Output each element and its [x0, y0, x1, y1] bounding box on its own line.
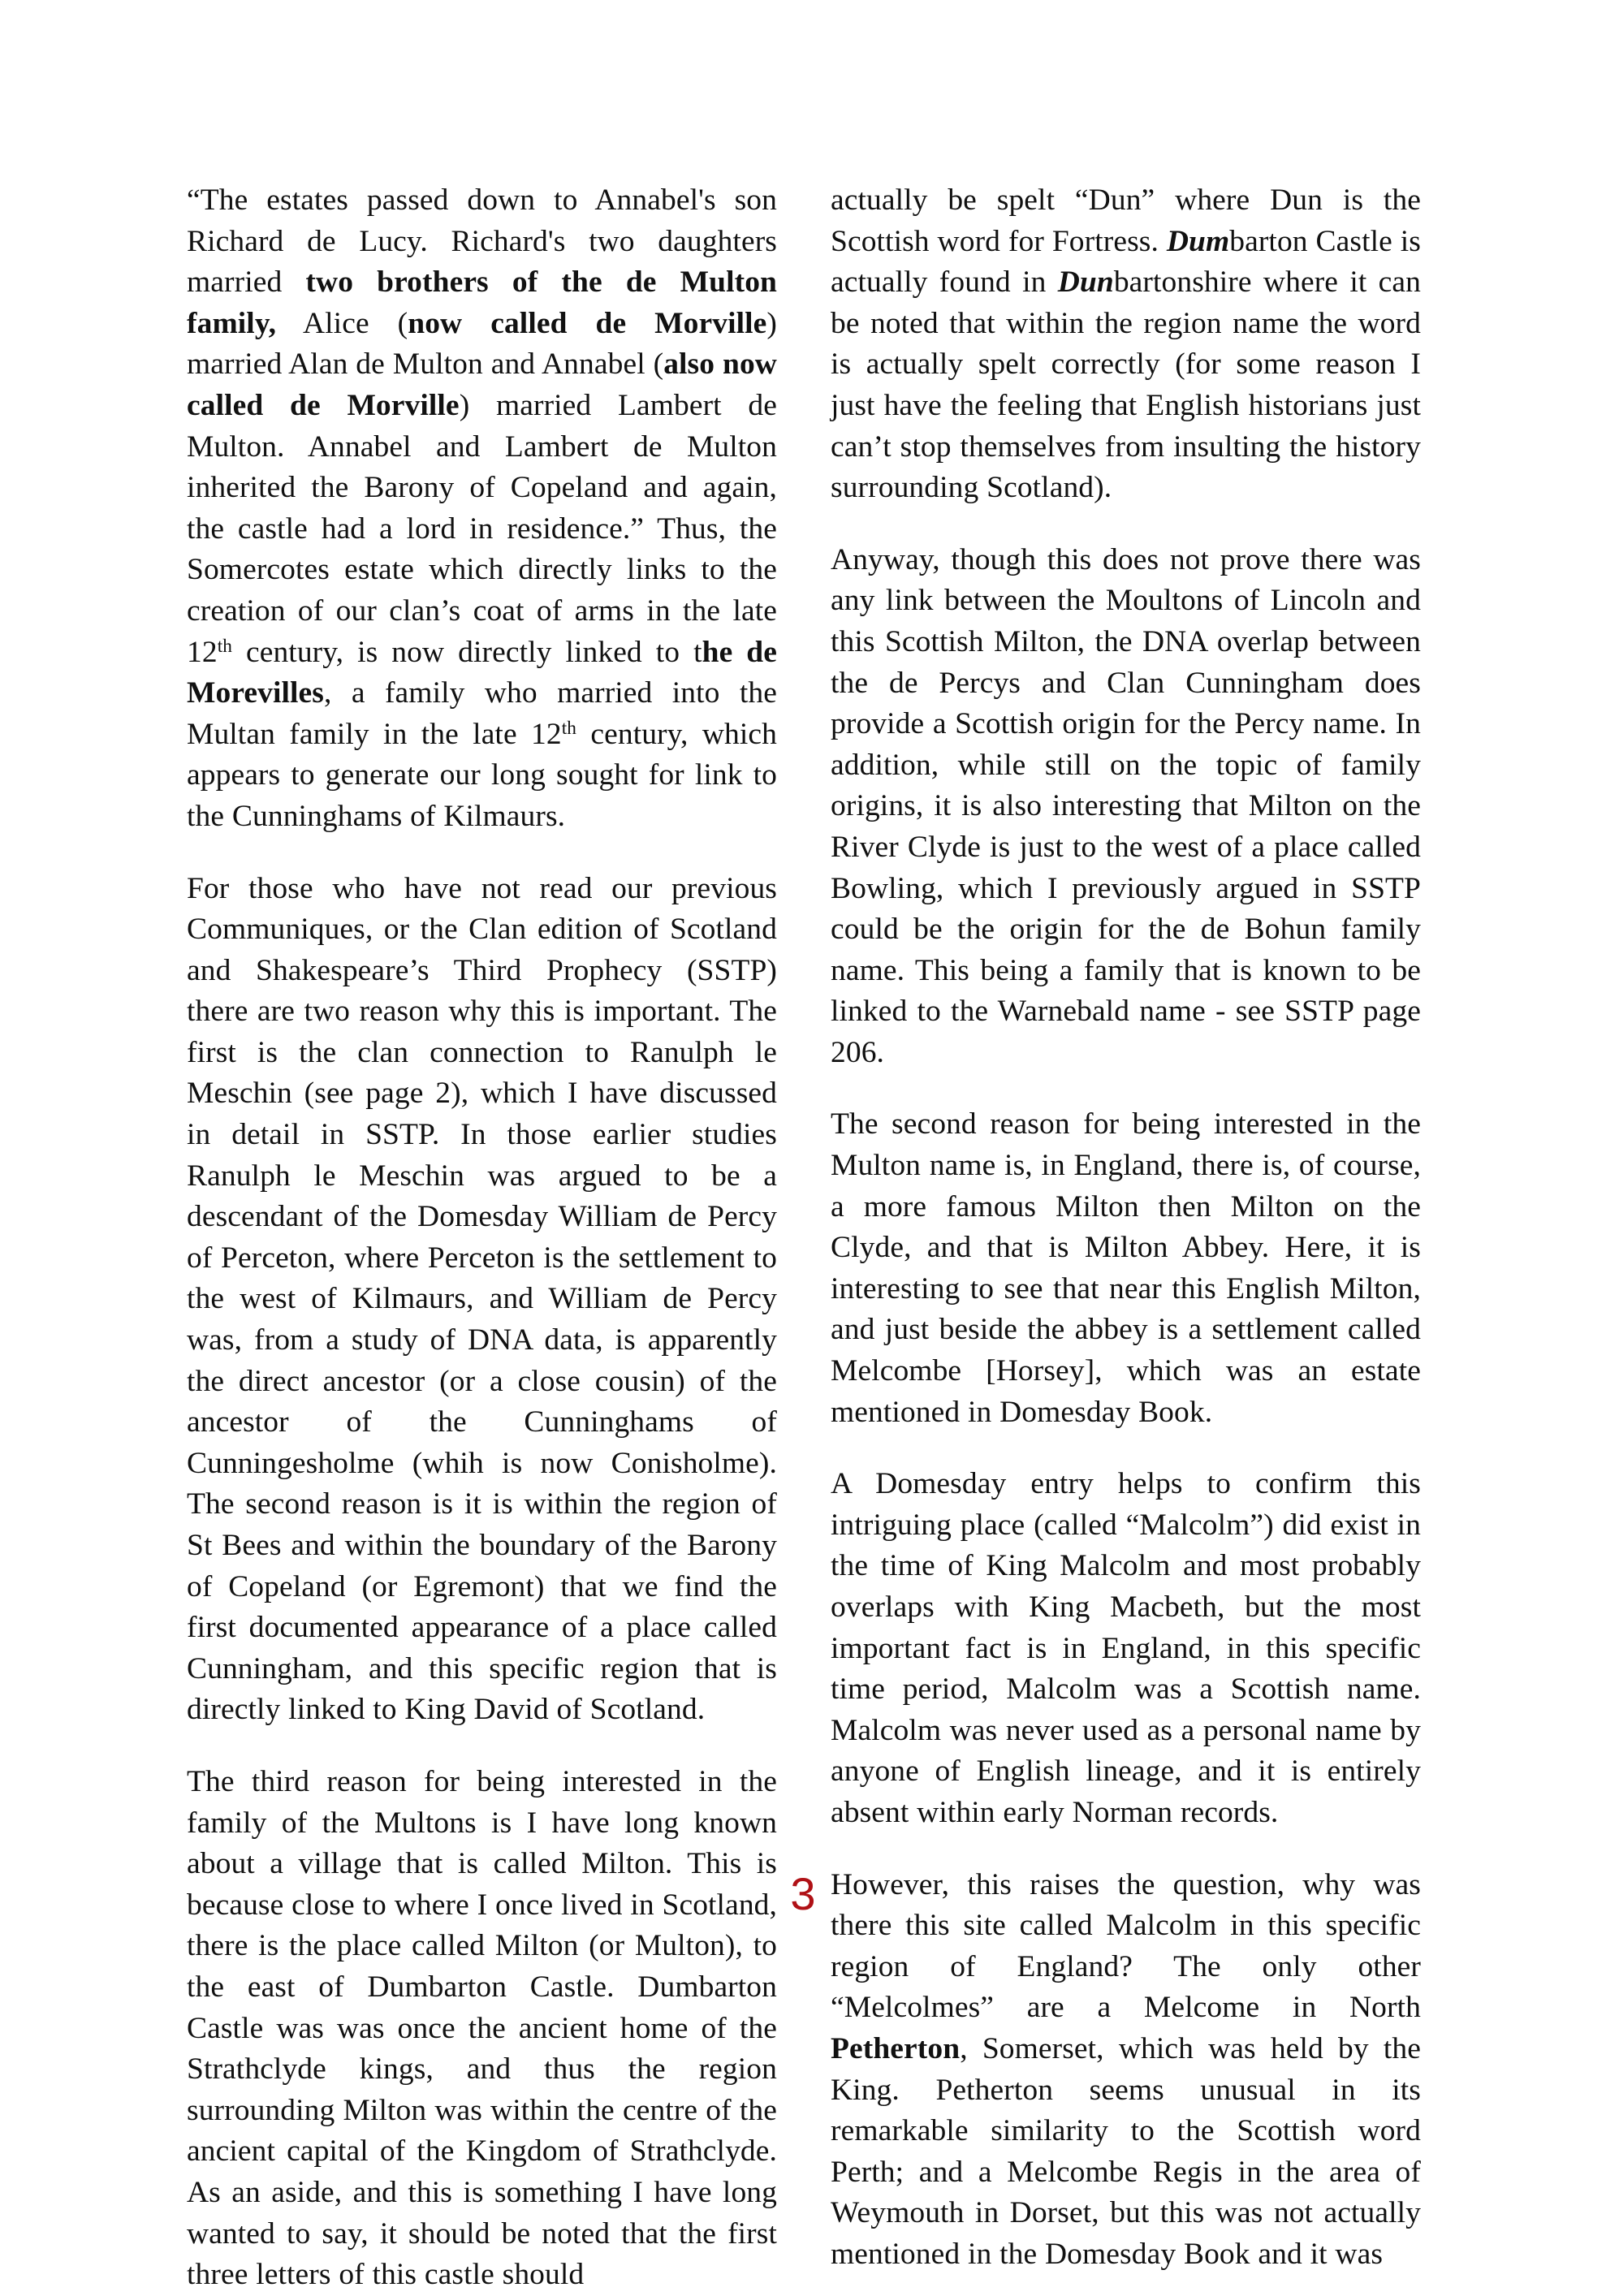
paragraph-p6: The second reason for being interested in the Multon name is, in England, there is, of course, a more famous Milton then Milton on the Clyde, and that is Milton Abbey. Here, it is interesting to see that near this English Milton, and just beside the abbey is a settlement called Melcombe [Horsey], which was an estate mentioned in Domesday Book.: [831, 1107, 1421, 1429]
paragraph-p4: actually be spelt “Dun” where Dun is the Scottish word for Fortress. Dumbarton Castle is actually found in Dunbartonshire where it can be noted that within the region name the word is actually spelt correctly (for some reason I just have the feeling that English historians just can’t stop themselves from insulting the history surrounding Scotland).: [831, 183, 1421, 505]
emphasis-bold: two brothers of the de Multon family,: [187, 265, 777, 340]
page-content: [187, 180, 1421, 2296]
left-column: [187, 180, 777, 2296]
emphasis-bold: Petherton: [831, 2031, 961, 2065]
paragraph-p7: A Domesday entry helps to confirm this intriguing place (called “Malcolm”) did exist in the time of King Malcolm and most probably overlaps with King Macbeth, but the most important fact is in England, in this specific time period, Malcolm was a Scottish name. Malcolm was never used as a personal name by anyone of English lineage, and it is entirely absent within early Norman records.: [831, 1467, 1421, 1829]
paragraph-p1: “The estates passed down to Annabel's son Richard de Lucy. Richard's two daughters married two brothers of the de Multon family, Alice (now called de Morville) married Alan de Multon and Annabel (also now called de Morville) married Lambert de Multon. Annabel and Lambert de Multon inherited the Barony of Copeland and again, the castle had a lord in residence.” Thus, the Somercotes estate which directly links to the creation of our clan’s coat of arms in the late 12th century, is now directly linked to the de Morevilles, a family who married into the Multan family in the late 12th century, which appears to generate our long sought for link to the Cunninghams of Kilmaurs.: [187, 183, 778, 833]
paragraph-p2: For those who have not read our previous Communiques, or the Clan edition of Scotland and Shakespeare’s Third Prophecy (SSTP) there are two reason why this is important. The first is the clan connection to Ranulph le Meschin (see page 2), which I have discussed in detail in SSTP. In those earlier studies Ranulph le Meschin was argued to be a descendant of the Domesday William de Percy of Perceton, where Perceton is the settlement to the west of Kilmaurs, and William de Percy was, from a study of DNA data, is apparently the direct ancestor (or a close cousin) of the ancestor of the Cunninghams of Cunningesholme (whih is now Conisholme). The second reason is it is within the region of St Bees and within the boundary of the Barony of Copeland (or Egremont) that we find the first documented appearance of a place called Cunningham, and this specific region that is directly linked to King David of Scotland.: [187, 871, 777, 1727]
right-column: [831, 180, 1421, 2276]
two-column-layout: [187, 180, 1421, 2296]
emphasis-bold-italic: Dun: [1057, 265, 1114, 300]
paragraph-p5: Anyway, though this does not prove there was any link between the Moultons of Lincoln and this Scottish Milton, the DNA overlap between the de Percys and Clan Cunningham does provide a Scottish origin for the Percy name. In addition, while still on the topic of family origins, it is also interesting that Milton on the River Clyde is just to the west of a place called Bowling, which I previously argued in SSTP could be the origin for the de Bohun family name. This being a family that is known to be linked to the Warnebald name - see SSTP page 206.: [831, 542, 1421, 1069]
page-number: 3: [790, 1868, 816, 1919]
emphasis-bold-italic: Dum: [1166, 224, 1230, 258]
ordinal-suffix: th: [217, 635, 232, 657]
paragraph-p3: The third reason for being interested in the family of the Multons is I have long known about a village that is called Milton. This is because close to where I once lived in Scotland, there is the place called Milton (or Multon), to the east of Dumbarton Castle. Dumbarton Castle was was once the ancient home of the Strathclyde kings, and thus the region surrounding Milton was within the centre of the ancient capital of the Kingdom of Strathclyde. As an aside, and this is something I have long wanted to say, it should be noted that the first three letters of this castle should: [187, 1764, 777, 2292]
paragraph-p8: However, this raises the question, why was there this site called Malcolm in this specific region of England? The only other “Melcolmes” are a Melcome in North Petherton, Somerset, which was held by the King. Petherton seems unusual in its remarkable similarity to the Scottish word Perth; and a Melcombe Regis in the area of Weymouth in Dorset, but this was not actually mentioned in the Domesday Book and it was: [831, 1867, 1421, 2271]
emphasis-bold: now called de Morville: [408, 306, 767, 340]
emphasis-bold: he de Morevilles: [187, 635, 777, 710]
emphasis-bold: also now called de Morville: [187, 347, 777, 422]
ordinal-suffix: th: [561, 717, 577, 739]
